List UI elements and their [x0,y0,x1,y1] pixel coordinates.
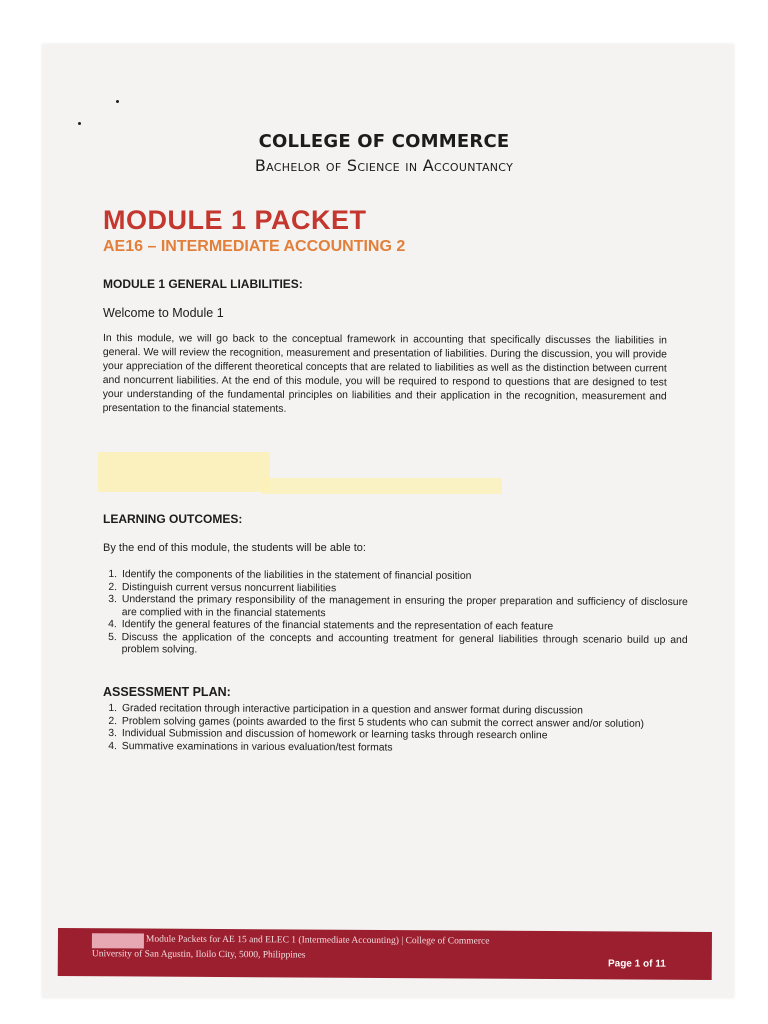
assessment-plan-heading: ASSESSMENT PLAN: [103,685,231,699]
learning-outcomes-list [100,569,688,660]
page-number: Page 1 of 11 [607,958,666,970]
program-title: Bachelor of Science in Accountancy [254,156,514,175]
learning-outcomes-heading: LEARNING OUTCOMES: [103,512,243,526]
list-item: 4. Summative examinations in various evaluation/test formats [120,741,688,756]
scan-speck [78,122,81,125]
module-title: MODULE 1 PACKET [103,205,367,235]
footer-band [58,928,712,980]
welcome-text: Welcome to Module 1 [103,306,224,320]
intro-paragraph: In this module, we will go back to the conceptual framework in accounting that specifically discusses the liabilities in general. We will review the recognition, measurement and presentation of liabilities. During the discussion, you will provide your appreciation of the different theoretical concepts that are related to liabilities as well as the distinction between current and noncurrent liabilities. At the end of this module, you will be required to respond to questions that are designed to test your understanding of the fundamental principles on liabilities and their application in the recognition, measurement and presentation to the financial statements. [102,333,667,415]
learning-outcomes-intro: By the end of this module, the students will be able to: [103,542,366,554]
footer-line-1: Module Packets for AE 15 and ELEC 1 (Intermediate Accounting) | College of Commerce [145,934,490,947]
college-title: COLLEGE OF COMMERCE [258,131,510,152]
highlight-mark [98,452,270,492]
list-item: 5. Discuss the application of the concepts and accounting treatment for general liabilities through scenario build up and problem solving. [120,632,688,660]
list-item: 2. Distinguish current versus noncurrent liabilities [120,582,688,597]
highlight-mark [262,478,502,494]
footer-line-2: University of San Agustin, Iloilo City, 5000, Philippines [91,949,306,961]
assessment-plan-list [100,703,688,756]
list-item: 1. Graded recitation through interactive participation in a question and answer format during discussion [120,703,688,718]
scan-speck [116,100,119,103]
list-item: 2. Problem solving games (points awarded to the first 5 students who can submit the correct answer and/or solution) [120,716,688,731]
course-title: AE16 – INTERMEDIATE ACCOUNTING 2 [103,238,406,255]
list-item: 1. Identify the components of the liabilities in the statement of financial position [120,569,688,584]
logo-mark [92,933,144,948]
section-heading: MODULE 1 GENERAL LIABILITIES: [103,277,303,291]
list-item: 3. Individual Submission and discussion of homework or learning tasks through research online [120,728,688,743]
list-item: 4. Identify the general features of the financial statements and the representation of each feature [120,619,688,634]
list-item: 3. Understand the primary responsibility of the management in ensuring the proper preparation and sufficiency of disclosure are complied with in the financial statements [120,594,688,622]
